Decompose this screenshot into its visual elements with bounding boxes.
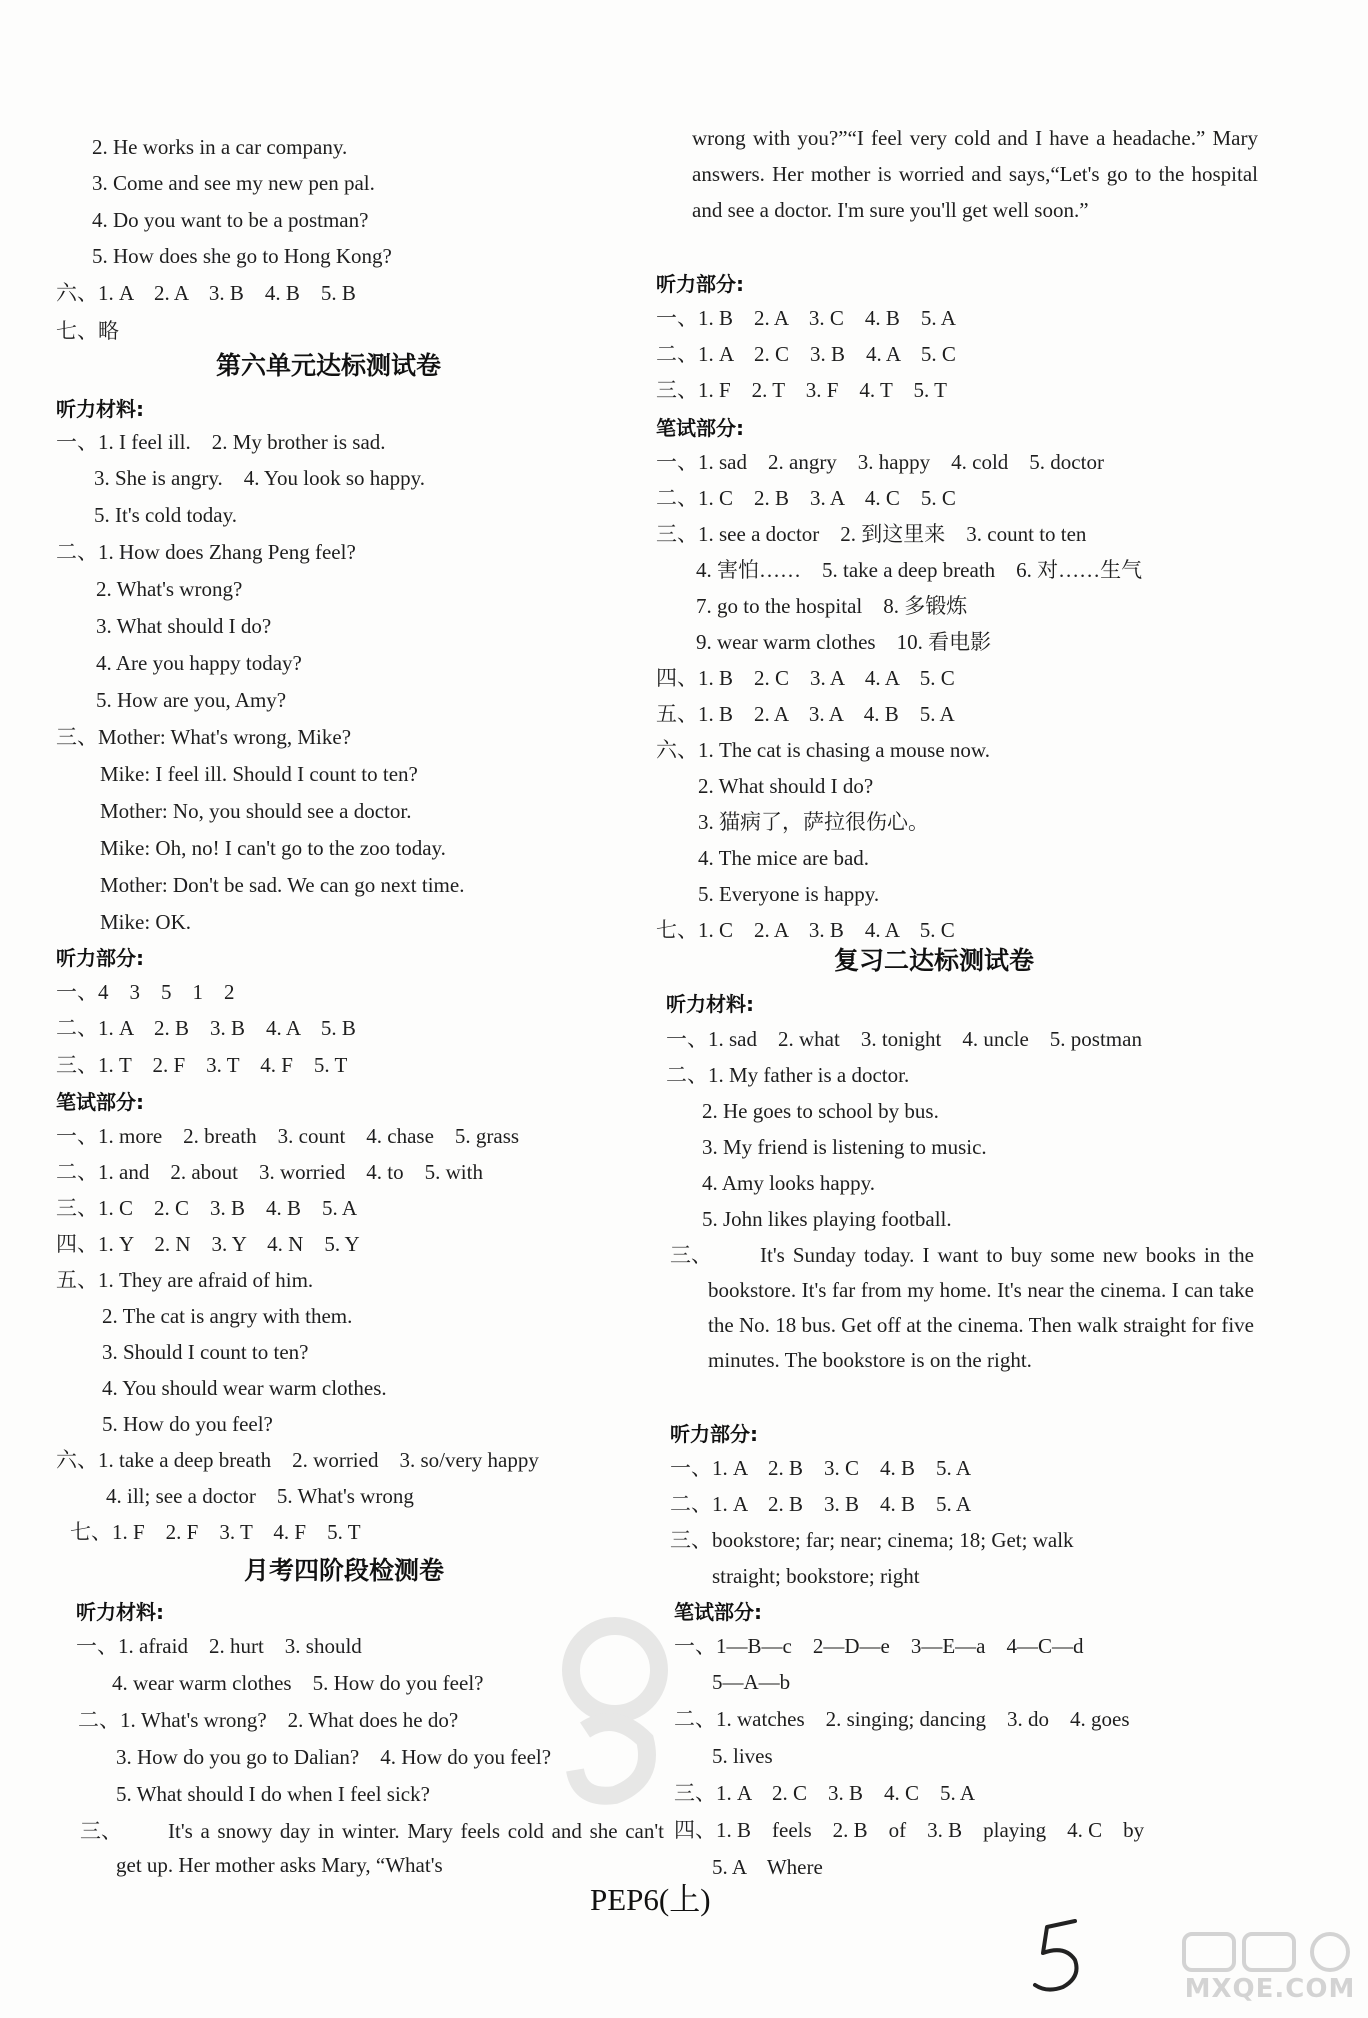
text-line: 2. He goes to school by bus. xyxy=(702,1099,939,1123)
text-line: 一、1—B—c 2—D—e 3—E—a 4—C—d xyxy=(674,1634,1084,1658)
listening-part-label: 听力部分: xyxy=(656,272,744,296)
text-line: 5. A Where xyxy=(712,1855,823,1879)
text-line: 5. John likes playing football. xyxy=(702,1207,952,1231)
text-line: 二、1. My father is a doctor. xyxy=(666,1063,910,1087)
text-line: 一、1. A 2. B 3. C 4. B 5. A xyxy=(670,1456,972,1480)
page-footer-label: PEP6(上) xyxy=(590,1882,711,1917)
listening-materials-label: 听力材料: xyxy=(76,1600,164,1624)
text-line: 5—A—b xyxy=(712,1670,791,1694)
text-line: 一、4 3 5 1 2 xyxy=(56,980,235,1004)
text-line: 5. How are you, Amy? xyxy=(96,688,287,712)
text-line: 七、1. F 2. F 3. T 4. F 5. T xyxy=(70,1520,361,1544)
text-line: 七、略 xyxy=(56,319,119,343)
listening-part-label: 听力部分: xyxy=(56,946,144,970)
text-line: 4. Do you want to be a postman? xyxy=(92,208,369,232)
text-line: 三、1. F 2. T 3. F 4. T 5. T xyxy=(656,378,947,402)
text-line: 三、1. see a doctor 2. 到这里来 3. count to ten xyxy=(656,522,1087,546)
text-line: 4. You should wear warm clothes. xyxy=(102,1376,387,1400)
text-line: 4. Are you happy today? xyxy=(96,651,302,675)
text-line: Mother: Don't be sad. We can go next time. xyxy=(100,873,465,897)
text-line: Mike: I feel ill. Should I count to ten? xyxy=(100,762,418,786)
text-line: 5. lives xyxy=(712,1744,773,1768)
text-line: 一、1. more 2. breath 3. count 4. chase 5. grass xyxy=(56,1124,520,1148)
text-line: 四、1. Y 2. N 3. Y 4. N 5. Y xyxy=(56,1232,360,1256)
text-line: 9. wear warm clothes 10. 看电影 xyxy=(696,630,992,654)
text-line: 二、1. What's wrong? 2. What does he do? xyxy=(78,1708,459,1732)
text-line: 5. What should I do when I feel sick? xyxy=(116,1782,430,1806)
text-line: 一、1. I feel ill. 2. My brother is sad. xyxy=(56,430,386,454)
text-line: 3. How do you go to Dalian? 4. How do you feel? xyxy=(116,1745,552,1769)
listening-part-label: 听力部分: xyxy=(670,1422,758,1446)
site-watermark xyxy=(1180,1930,1360,2010)
text-line: Mother: No, you should see a doctor. xyxy=(100,799,412,823)
text-line: 二、1. A 2. B 3. B 4. A 5. B xyxy=(56,1016,356,1040)
written-part-label: 笔试部分: xyxy=(656,416,744,440)
text-line: 4. The mice are bad. xyxy=(698,846,870,870)
text-line: 4. wear warm clothes 5. How do you feel? xyxy=(112,1671,484,1695)
text-line: 4. 害怕…… 5. take a deep breath 6. 对……生气 xyxy=(696,558,1143,582)
text-line: 一、1. afraid 2. hurt 3. should xyxy=(76,1634,362,1658)
text-line: 2. What's wrong? xyxy=(96,577,243,601)
text-line: 一、1. B 2. A 3. C 4. B 5. A xyxy=(656,306,956,330)
written-part-label: 笔试部分: xyxy=(674,1600,762,1624)
text-line: 3. Should I count to ten? xyxy=(102,1340,309,1364)
text-line: Mike: OK. xyxy=(100,910,191,934)
watermark-logo-icon xyxy=(545,1610,685,1810)
section-title-month4: 月考四阶段检测卷 xyxy=(244,1556,445,1585)
text-line: 7. go to the hospital 8. 多锻炼 xyxy=(696,594,968,618)
text-line: 三、1. A 2. C 3. B 4. C 5. A xyxy=(674,1781,976,1805)
text-line: 3. Come and see my new pen pal. xyxy=(92,171,375,195)
passage-marker: 三、 xyxy=(670,1243,712,1267)
written-part-label: 笔试部分: xyxy=(56,1090,144,1114)
text-line: 2. What should I do? xyxy=(698,774,874,798)
passage-text: It's Sunday today. I want to buy some new books in the bookstore. It's far from my home. It's near the cinema. I can take the No. 18 bus. Get off at the cinema. Then walk straight for five minutes. The bookstore is on the right. xyxy=(708,1243,1254,1372)
text-line: Mike: Oh, no! I can't go to the zoo today. xyxy=(100,836,446,860)
handwritten-page-number xyxy=(1025,1915,1095,1995)
text-line: 二、1. watches 2. singing; dancing 3. do 4. goes xyxy=(674,1707,1130,1731)
text-line: 一、1. sad 2. what 3. tonight 4. uncle 5. postman xyxy=(666,1027,1142,1051)
site-watermark-text: MXQE.COM xyxy=(1184,1974,1356,2004)
text-line: 五、1. They are afraid of him. xyxy=(56,1268,314,1292)
listening-materials-label: 听力材料: xyxy=(666,992,754,1016)
text-line: 3. She is angry. 4. You look so happy. xyxy=(94,466,425,490)
text-line: 五、1. B 2. A 3. A 4. B 5. A xyxy=(656,702,955,726)
text-line: straight; bookstore; right xyxy=(712,1564,920,1588)
text-line: 5. It's cold today. xyxy=(94,503,237,527)
text-line: 六、1. The cat is chasing a mouse now. xyxy=(656,738,990,762)
text-line: 3. My friend is listening to music. xyxy=(702,1135,987,1159)
text-line: 2. The cat is angry with them. xyxy=(102,1304,353,1328)
answer-site-logo-icon xyxy=(1180,1930,1360,1974)
passage-continued: wrong with you?”“I feel very cold and I have a headache.” Mary answers. Her mother is worried and says,“Let's go to the hospital and see a doctor. I'm sure you'll get well soon.” xyxy=(692,126,1258,222)
section-title-unit6: 第六单元达标测试卷 xyxy=(216,351,442,380)
text-line: 5. How does she go to Hong Kong? xyxy=(92,244,392,268)
text-line: 2. He works in a car company. xyxy=(92,135,348,159)
text-line: 七、1. C 2. A 3. B 4. A 5. C xyxy=(656,918,955,942)
text-line: 四、1. B 2. C 3. A 4. A 5. C xyxy=(656,666,955,690)
text-line: 二、1. C 2. B 3. A 4. C 5. C xyxy=(656,486,956,510)
text-line: 4. Amy looks happy. xyxy=(702,1171,876,1195)
text-line: 六、1. A 2. A 3. B 4. B 5. B xyxy=(56,281,356,305)
text-line: 4. ill; see a doctor 5. What's wrong xyxy=(106,1484,414,1508)
text-line: 三、1. C 2. C 3. B 4. B 5. A xyxy=(56,1196,358,1220)
text-line: 二、1. A 2. B 3. B 4. B 5. A xyxy=(670,1492,972,1516)
text-line: 四、1. B feels 2. B of 3. B playing 4. C by xyxy=(674,1818,1145,1842)
text-line: 5. How do you feel? xyxy=(102,1412,273,1436)
text-line: 二、1. A 2. C 3. B 4. A 5. C xyxy=(656,342,956,366)
section-title-review2: 复习二达标测试卷 xyxy=(834,946,1035,975)
text-line: 三、bookstore; far; near; cinema; 18; Get; walk xyxy=(670,1528,1074,1552)
passage-text: It's a snowy day in winter. Mary feels cold and she can't get up. Her mother asks Mary, “What's xyxy=(116,1819,664,1877)
text-line: 5. Everyone is happy. xyxy=(698,882,880,906)
text-line: 一、1. sad 2. angry 3. happy 4. cold 5. doctor xyxy=(656,450,1104,474)
text-line: 二、1. and 2. about 3. worried 4. to 5. with xyxy=(56,1160,483,1184)
text-line: 3. 猫病了，萨拉很伤心。 xyxy=(698,810,929,834)
text-line: 三、Mother: What's wrong, Mike? xyxy=(56,725,352,749)
text-line: 三、1. T 2. F 3. T 4. F 5. T xyxy=(56,1053,348,1077)
text-line: 3. What should I do? xyxy=(96,614,272,638)
text-line: 六、1. take a deep breath 2. worried 3. so/very happy xyxy=(56,1448,539,1472)
passage-marker: 三、 xyxy=(80,1819,122,1843)
text-line: 二、1. How does Zhang Peng feel? xyxy=(56,540,356,564)
listening-materials-label: 听力材料: xyxy=(56,397,144,421)
